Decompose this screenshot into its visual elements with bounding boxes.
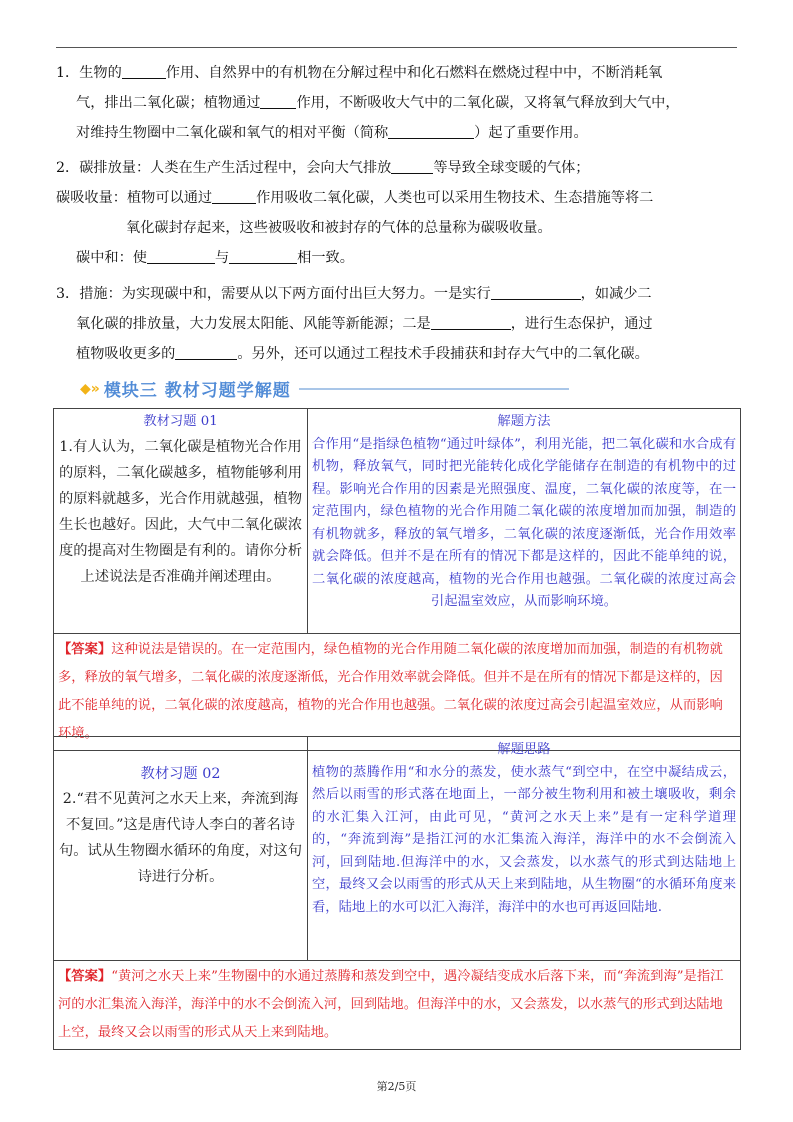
exercise-table-1 [53, 408, 741, 751]
fill-blank[interactable] [391, 159, 433, 174]
question-cell [54, 737, 308, 961]
question-cell [54, 409, 308, 634]
exercise-question: 2.“君不见黄河之水天上来，奔流到海不复回。”这是唐代诗人李白的著名诗句。试从生物圈水循环的角度，对这句诗进行分析。 [58, 790, 303, 885]
fill-blank[interactable] [388, 124, 474, 139]
method-cell [308, 409, 741, 634]
answer-cell [54, 634, 741, 751]
fill-blank[interactable] [431, 315, 511, 330]
question-3 [56, 279, 740, 369]
exercise-table-2 [53, 736, 741, 1050]
section-header [80, 376, 569, 401]
fill-blank[interactable] [147, 249, 215, 264]
diamond-arrow-icon: ◆» [80, 380, 100, 397]
exercise-row [54, 409, 741, 634]
question-1-line-1: 1．生物的 作用、自然界中的有机物在分解过程中和化石燃料在燃烧过程中中，不断消耗氧 [56, 65, 663, 81]
answer-cell [54, 961, 741, 1050]
exercise-title: 教材习题 01 [143, 414, 218, 429]
exercise-question: 1.有人认为，二氧化碳是植物光合作用的原料，二氧化碳越多，植物能够利用的原料就越多，光合作用就越强，植物生长也越好。因此，大气中二氧化碳浓度的提高对生物圈是有利的。请你分析上述说法是否准确并阐述理由。 [58, 438, 303, 585]
exercise-title: 教材习题 02 [140, 766, 221, 782]
fill-blank[interactable] [229, 249, 297, 264]
method-title: 解题方法 [497, 414, 551, 429]
answer-row [54, 634, 741, 751]
method-cell [308, 737, 741, 961]
fill-blank[interactable] [175, 345, 237, 360]
fill-blank[interactable] [491, 285, 581, 300]
question-2-line-4: 碳中和：使 与 相一致。 [76, 250, 354, 266]
question-1 [56, 58, 740, 148]
question-3-line-3: 植物吸收更多的 。另外，还可以通过工程技术手段捕获和封存大气中的二氧化碳。 [76, 346, 649, 362]
question-2 [56, 153, 740, 273]
answer-label: 【答案】 [58, 969, 112, 984]
answer-text: 这种说法是错误的。在一定范围内，绿色植物的光合作用随二氧化碳的浓度增加而加强，制造的有机物就多，释放的氧气增多，二氧化碳的浓度逐渐低，光合作用效率就会降低。但并不是在所有的情况下都是这样的，因此不能单纯的说，二氧化碳的浓度越高，植物的光合作用也越强。二氧化碳的浓度过高会引起温室效应，从而影响环境。 [58, 642, 723, 741]
question-2-line-1: 2．碳排放量：人类在生产生活过程中，会向大气排放 等导致全球变暖的气体； [56, 160, 590, 176]
question-1-line-3: 对维持生物圈中二氧化碳和氧气的相对平衡（简称 ）起了重要作用。 [76, 125, 588, 141]
answer-label: 【答案】 [58, 642, 112, 657]
question-3-line-2: 氧化碳的排放量，大力发展太阳能、风能等新能源；二是 ，进行生态保护，通过 [76, 316, 653, 332]
method-title: 解题思路 [497, 742, 551, 757]
question-2-line-3: 氧化碳封存起来，这些被吸收和被封存的气体的总量称为碳吸收量。 [126, 220, 552, 236]
question-2-line-2: 碳吸收量：植物可以通过 作用吸收二氧化碳，人类也可以采用生物技术、生态措施等将二 [56, 190, 654, 206]
fill-blank[interactable] [212, 189, 256, 204]
fill-blank[interactable] [260, 94, 296, 109]
fill-blank[interactable] [122, 64, 166, 79]
answer-text: “黄河之水天上来”生物圈中的水通过蒸腾和蒸发到空中，遇冷凝结变成水后落下来，而“奔流到海”是指江河的水汇集流入海洋，海洋中的水不会倒流入河，回到陆地。但海洋中的水，又会蒸发，以水蒸气的形式到达陆地上空，最终又会以雨雪的形式从天上来到陆地。 [58, 969, 724, 1040]
page-number: 第2/5页 [376, 1080, 417, 1093]
answer-row [54, 961, 741, 1050]
method-text: 合作用“是指绿色植物“通过叶绿体”，利用光能，把二氧化碳和水合成有机物，释放氧气，同时把光能转化成化学能储存在制造的有机物中的过程。影响光合作用的因素是光照强度、温度，二氧化碳的浓度等，在一定范围内，绿色植物的光合作用随二氧化碳的浓度增加而加强，制造的有机物就多，释放的氧气增多，二氧化碳的浓度逐渐低，光合作用效率就会降低。但并不是在所有的情况下都是这样的，因此不能单纯的说，二氧化碳的浓度越高，植物的光合作用也越强。二氧化碳的浓度过高会引起温室效应，从而影响环境。 [312, 436, 736, 609]
question-1-line-2: 气，排出二氧化碳；植物通过 作用，不断吸收大气中的二氧化碳，又将氧气释放到大气中， [76, 95, 680, 111]
method-text: 植物的蒸腾作用“和水分的蒸发，使水蒸气“到空中，在空中凝结成云，然后以雨雪的形式落在地面上，一部分被生物利用和被土壤吸收，剩余的水汇集入江河，由此可见，“黄河之水天上来”是有一定科学道理的，“奔流到海”是指江河的水汇集流入海洋，海洋中的水不会倒流入河，回到陆地.但海洋中的水，又会蒸发，以水蒸气的形式到达陆地上空，最终又会以雨雪的形式从天上来到陆地，从生物圈“的水循环角度来看，陆地上的水可以汇入海洋，海洋中的水也可再返回陆地. [312, 764, 736, 915]
header-rule [56, 47, 737, 48]
exercise-row [54, 737, 741, 961]
section-title: 模块三 教材习题学解题 [103, 381, 291, 401]
question-3-line-1: 3．措施：为实现碳中和，需要从以下两方面付出巨大努力。一是实行 ，如减少二 [56, 286, 652, 302]
section-divider [299, 388, 569, 390]
